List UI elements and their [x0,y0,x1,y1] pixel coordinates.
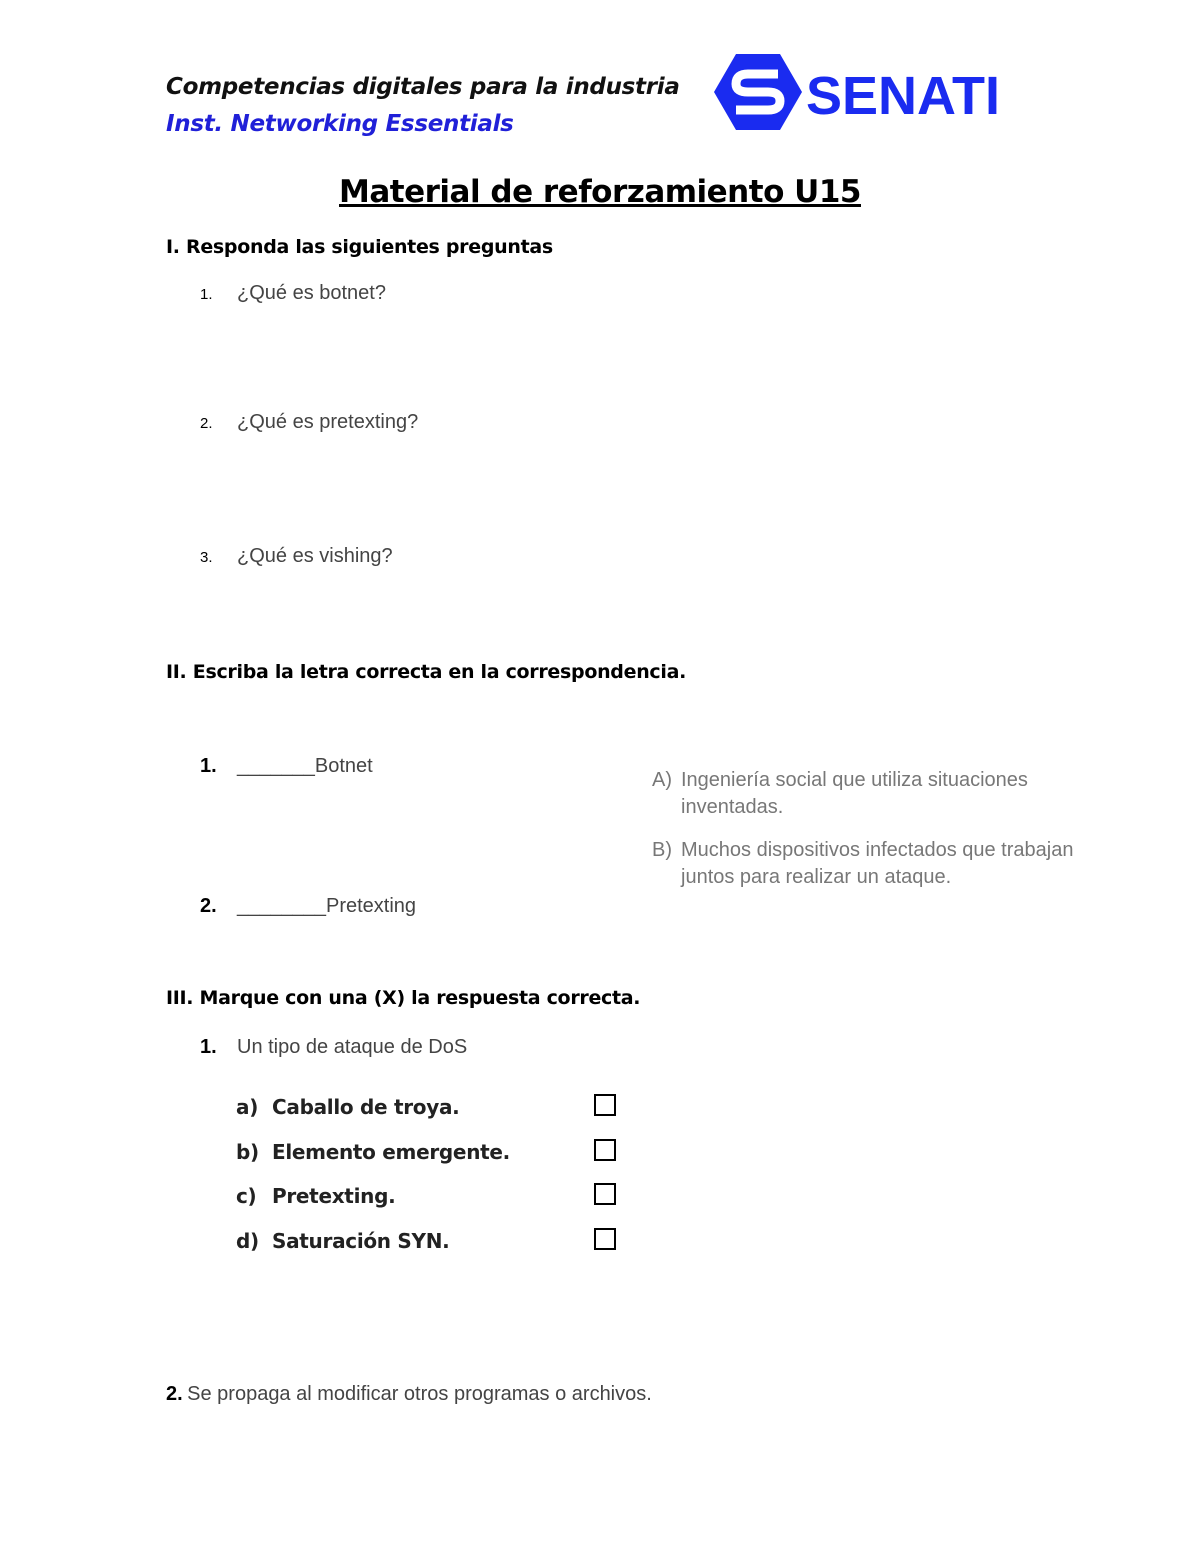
option-letter: c) [236,1184,257,1208]
option-letter: d) [236,1229,259,1253]
option-a [236,1095,459,1119]
option-d-checkbox[interactable] [594,1228,616,1250]
section-2-heading: II. Escriba la letra correcta en la correspondencia. [166,661,687,683]
question-text: Un tipo de ataque de DoS [237,1036,468,1058]
mc-question-1 [200,1036,467,1059]
definitions-list [652,767,1121,891]
question-number: 1. [200,286,213,303]
definition-letter: B) [652,839,672,861]
answer-blank[interactable]: ________ [237,895,326,917]
match-item-2 [200,895,416,918]
question-number: 3. [200,549,213,566]
definition-b [652,837,1121,891]
question-number: 2. [166,1383,183,1405]
match-number: 2. [200,895,217,917]
option-letter: b) [236,1140,259,1164]
option-b-checkbox[interactable] [594,1139,616,1161]
option-text: Elemento emergente. [272,1140,510,1164]
question-text: ¿Qué es pretexting? [237,411,419,433]
course-subtitle: Inst. Networking Essentials [166,111,514,137]
course-title: Competencias digitales para la industria [166,74,680,100]
question-text: Se propaga al modificar otros programas o archivos. [187,1383,652,1405]
option-c [236,1184,395,1208]
question-text: ¿Qué es vishing? [237,545,393,567]
page-title: Material de reforzamiento U15 [339,174,861,210]
option-letter: a) [236,1095,259,1119]
match-item-1 [200,755,373,778]
option-text: Saturación SYN. [272,1229,450,1253]
definition-a [652,767,1121,821]
question-number: 2. [200,415,213,432]
option-c-checkbox[interactable] [594,1183,616,1205]
logo-text: SENATI [806,66,1001,126]
question-2 [200,411,418,434]
question-text: ¿Qué es botnet? [237,282,386,304]
question-1 [200,282,386,305]
definition-text: Muchos dispositivos infectados que trabajan juntos para realizar un ataque. [681,839,1074,888]
match-term: Pretexting [325,895,417,917]
definition-text: Ingeniería social que utiliza situaciones inventadas. [681,769,1028,818]
mc-question-2 [166,1383,652,1406]
match-term: Botnet [314,755,373,777]
option-a-checkbox[interactable] [594,1094,616,1116]
answer-blank[interactable]: _______ [237,755,315,777]
section-1-heading: I. Responda las siguientes preguntas [166,236,553,258]
option-d [236,1229,449,1253]
option-text: Pretexting. [272,1184,396,1208]
question-number: 1. [200,1036,217,1058]
option-b [236,1140,510,1164]
section-3-heading: III. Marque con una (X) la respuesta correcta. [166,987,641,1009]
match-number: 1. [200,755,217,777]
definition-letter: A) [652,769,672,791]
question-3 [200,545,393,568]
senati-logo [714,54,1009,132]
option-text: Caballo de troya. [272,1095,460,1119]
